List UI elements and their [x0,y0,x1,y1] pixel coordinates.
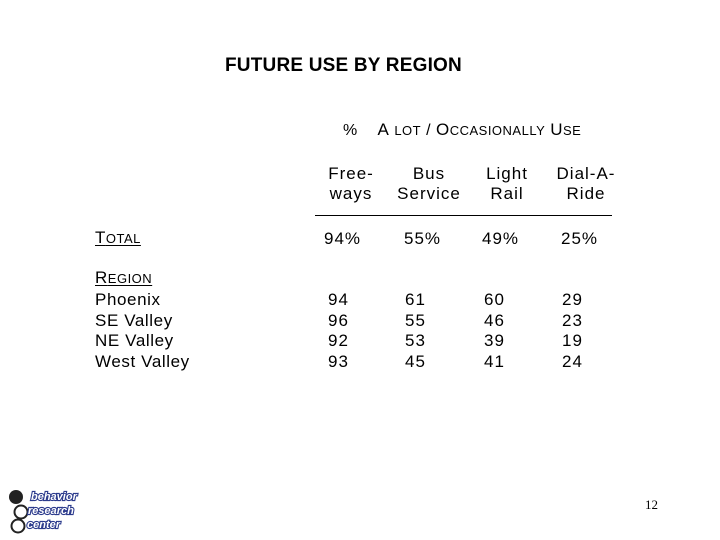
subtitle-ccasionally: CCASIONALLY [449,123,546,138]
table-cell: 24 [562,351,583,371]
total-value-freeways: 94% [324,229,362,248]
table-cell: 94 [328,290,349,309]
region-label: REGION [95,268,153,287]
header-divider [315,215,612,216]
table-cell: 53 [405,331,426,350]
region-names [95,290,190,372]
table-cell: 61 [405,290,426,309]
total-value-dial-a-ride: 25% [561,229,599,248]
total-label: TOTAL [95,228,141,247]
subtitle-se: SE [563,123,582,138]
table-cell: 60 [484,290,505,309]
column-header-freeways: Free- ways [328,164,374,203]
table-cell: 55 [405,310,426,330]
logo-line-3: center [27,519,61,531]
table-cell: 29 [562,290,583,309]
page-title: FUTURE USE BY REGION [225,55,462,76]
column-header-bus-service: Bus Service [397,164,461,203]
logo-line-1: behavior [31,491,77,503]
subtitle-o: O [435,120,450,139]
page-number: 12 [645,497,658,512]
total-value-bus-service: 55% [404,229,442,248]
bus-service-values [405,290,426,372]
subtitle-lot: LOT [394,123,422,138]
region-name: Phoenix [95,290,161,309]
behavior-research-center-logo [4,486,94,536]
head-silhouette-icon [9,490,28,533]
table-cell: 92 [328,331,349,350]
column-header-dial-a-ride: Dial-A- Ride [556,164,616,203]
table-cell: 19 [562,331,583,350]
light-rail-values [484,290,505,372]
subtitle-u: U [550,120,564,139]
table-subtitle [343,120,581,140]
table-cell: 39 [484,331,505,350]
region-name: West Valley [95,351,190,371]
subtitle-slash: / [426,122,432,139]
subtitle-a: A [377,120,390,139]
region-name: SE Valley [95,310,173,330]
table-cell: 96 [328,310,349,330]
dial-a-ride-values [562,290,583,372]
table-cell: 41 [484,351,505,371]
table-cell: 23 [562,310,583,330]
region-name: NE Valley [95,331,174,350]
freeways-values [328,290,349,372]
table-cell: 46 [484,310,505,330]
total-value-light-rail: 49% [482,229,520,248]
column-header-light-rail: Light Rail [486,164,528,203]
logo-line-2: research [28,505,74,517]
table-cell: 93 [328,351,349,371]
subtitle-percent: % [343,122,358,139]
table-cell: 45 [405,351,426,371]
